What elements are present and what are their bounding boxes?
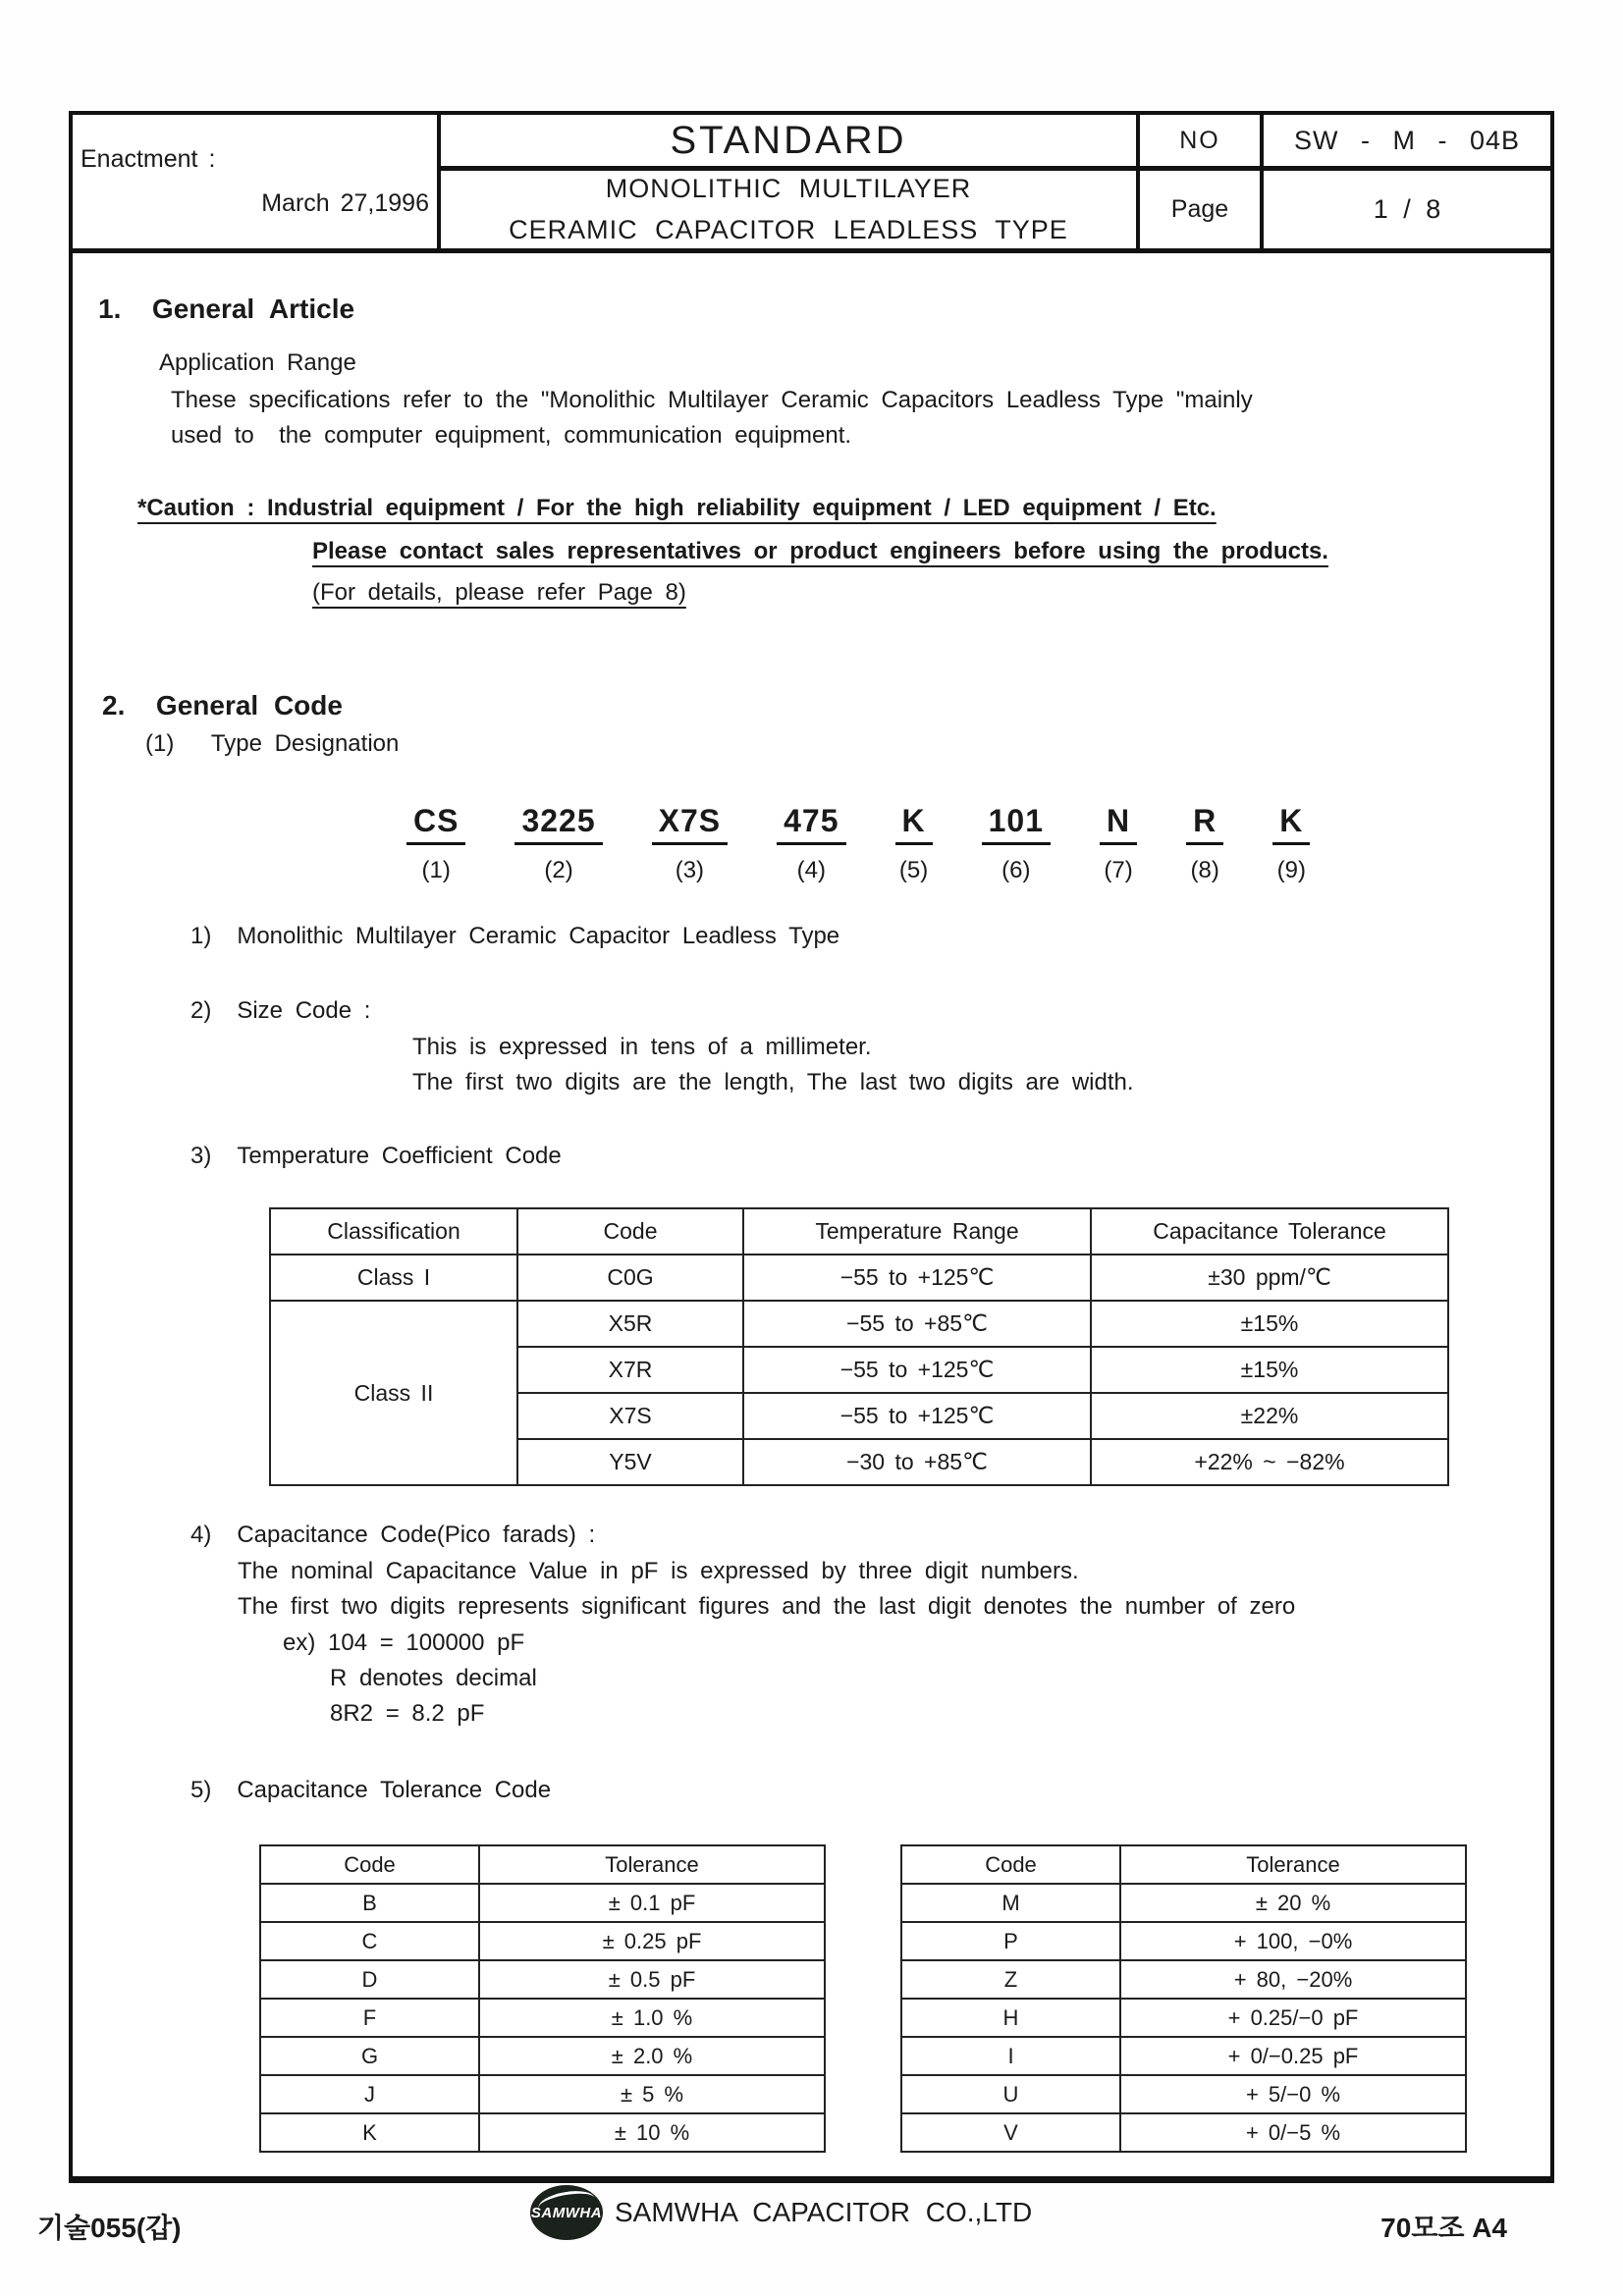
item-2-line1: This is expressed in tens of a millimeter. <box>412 1034 872 1060</box>
samwha-logo-text: SAMWHA <box>530 2204 603 2221</box>
table-cell: G <box>260 2037 479 2075</box>
section1-heading: 1. General Article <box>98 294 355 324</box>
table-row <box>260 2075 825 2113</box>
item-2-num: 2) <box>190 997 212 1024</box>
table-cell: ± 0.25 pF <box>479 1922 825 1960</box>
samwha-logo-icon <box>530 2185 603 2240</box>
table-cell: ± 2.0 % <box>479 2037 825 2075</box>
temperature-coefficient-table <box>269 1207 1449 1486</box>
header-cap-tolerance: Capacitance Tolerance <box>1091 1208 1448 1255</box>
code-value: 3225 <box>514 803 602 845</box>
code-index: (1) <box>421 857 451 883</box>
code-index: (3) <box>675 857 705 883</box>
table-cell: M <box>901 1884 1120 1922</box>
table-row <box>270 1255 1448 1301</box>
code-segment-3 <box>652 803 728 884</box>
caution-line3: (For details, please refer Page 8) <box>312 579 686 606</box>
type-designation-code-row <box>406 803 1310 884</box>
table-cell: Z <box>901 1960 1120 1999</box>
doc-subtitle-line1: MONOLITHIC MULTILAYER <box>605 174 972 203</box>
item-5-num: 5) <box>190 1777 212 1803</box>
item-5-text: Capacitance Tolerance Code <box>237 1777 552 1803</box>
item-2-line2: The first two digits are the length, The last two digits are width. <box>412 1069 1134 1095</box>
code-value: K <box>895 803 933 845</box>
code-segment-1 <box>406 803 465 884</box>
table-row <box>260 1884 825 1922</box>
table-cell: U <box>901 2075 1120 2113</box>
tolerance-table-left <box>259 1844 826 2153</box>
table-header-row <box>260 1845 825 1884</box>
table-cell: ±30 ppm/℃ <box>1091 1255 1448 1301</box>
table-cell: C <box>260 1922 479 1960</box>
table-cell: D <box>260 1960 479 1999</box>
code-index: (7) <box>1104 857 1133 883</box>
table-row <box>901 1999 1466 2037</box>
header-code: Code <box>260 1845 479 1884</box>
table-cell: + 0/−5 % <box>1120 2113 1466 2152</box>
table-row <box>901 2075 1466 2113</box>
table-cell: X7R <box>517 1347 743 1393</box>
code-value: N <box>1100 803 1137 845</box>
table-cell: ± 0.5 pF <box>479 1960 825 1999</box>
table-cell: ± 0.1 pF <box>479 1884 825 1922</box>
item-1 <box>190 923 839 951</box>
table-cell: + 0/−0.25 pF <box>1120 2037 1466 2075</box>
table-cell: V <box>901 2113 1120 2152</box>
doc-no-label: NO <box>1136 115 1260 171</box>
table-cell: ± 10 % <box>479 2113 825 2152</box>
table-cell: −55 to +125℃ <box>743 1393 1091 1439</box>
code-segment-6 <box>982 803 1051 884</box>
table-cell: I <box>901 2037 1120 2075</box>
enactment-cell <box>73 115 441 248</box>
code-value: 475 <box>777 803 845 845</box>
table-cell: −55 to +85℃ <box>743 1301 1091 1347</box>
doc-subtitle <box>441 171 1136 248</box>
section1-line2: used to the computer equipment, communication equipment. <box>171 422 852 449</box>
table-row <box>260 2113 825 2152</box>
item-3 <box>190 1143 562 1171</box>
application-range-label: Application Range <box>159 349 356 376</box>
table-row <box>270 1301 1448 1347</box>
item-1-num: 1) <box>190 923 212 949</box>
doc-no-value: SW - M - 04B <box>1260 115 1550 171</box>
table-cell: ± 1.0 % <box>479 1999 825 2037</box>
table-cell: +22% ~ −82% <box>1091 1439 1448 1485</box>
table-row <box>901 1922 1466 1960</box>
table-cell: + 100, −0% <box>1120 1922 1466 1960</box>
header-tolerance: Tolerance <box>1120 1845 1466 1884</box>
code-index: (6) <box>1001 857 1031 883</box>
item-4 <box>190 1522 595 1550</box>
table-cell: X5R <box>517 1301 743 1347</box>
table-cell: B <box>260 1884 479 1922</box>
section2-heading: 2. General Code <box>102 690 343 721</box>
code-segment-9 <box>1272 803 1310 884</box>
caution-line2: Please contact sales representatives or product engineers before using the products. <box>312 538 1328 564</box>
table-cell: + 5/−0 % <box>1120 2075 1466 2113</box>
table-row <box>901 2113 1466 2152</box>
code-value: 101 <box>982 803 1051 845</box>
table-cell: −30 to +85℃ <box>743 1439 1091 1485</box>
code-value: X7S <box>652 803 728 845</box>
table-cell: F <box>260 1999 479 2037</box>
code-index: (5) <box>898 857 929 883</box>
table-header-row <box>901 1845 1466 1884</box>
class2-label: Class II <box>270 1301 517 1485</box>
code-segment-7 <box>1100 803 1137 884</box>
item-4-line1: The nominal Capacitance Value in pF is expressed by three digit numbers. <box>238 1558 1079 1584</box>
code-index: (4) <box>796 857 826 883</box>
item-4-example2: R denotes decimal <box>330 1665 537 1691</box>
footer-doc-code: 기술055(갑) <box>37 2213 182 2243</box>
page-label: Page <box>1136 171 1260 248</box>
type-designation-label: (1) Type Designation <box>145 730 400 757</box>
code-index: (9) <box>1276 857 1306 883</box>
table-cell: −55 to +125℃ <box>743 1255 1091 1301</box>
table-cell: ± 20 % <box>1120 1884 1466 1922</box>
class1-label: Class I <box>270 1255 517 1301</box>
table-cell: K <box>260 2113 479 2152</box>
table-cell: ±22% <box>1091 1393 1448 1439</box>
code-value: R <box>1186 803 1223 845</box>
table-header-row <box>270 1208 1448 1255</box>
table-row <box>260 1999 825 2037</box>
item-3-text: Temperature Coefficient Code <box>237 1143 562 1169</box>
header-classification: Classification <box>270 1208 517 1255</box>
code-value: CS <box>406 803 465 845</box>
table-row <box>260 2037 825 2075</box>
table-row <box>260 1960 825 1999</box>
table-cell: Y5V <box>517 1439 743 1485</box>
code-segment-4 <box>777 803 845 884</box>
code-index: (8) <box>1190 857 1219 883</box>
footer-paper-code: 70모조 A4 <box>1380 2213 1507 2243</box>
doc-body <box>69 253 1554 2183</box>
table-row <box>260 1922 825 1960</box>
doc-title: STANDARD <box>441 115 1136 171</box>
item-5 <box>190 1777 551 1805</box>
header-code: Code <box>901 1845 1120 1884</box>
table-cell: X7S <box>517 1393 743 1439</box>
footer-company-name: SAMWHA CAPACITOR CO.,LTD <box>615 2197 1033 2227</box>
table-cell: J <box>260 2075 479 2113</box>
table-cell: ±15% <box>1091 1301 1448 1347</box>
header-tolerance: Tolerance <box>479 1845 825 1884</box>
page-number: 1 / 8 <box>1260 171 1550 248</box>
table-cell: + 0.25/−0 pF <box>1120 1999 1466 2037</box>
code-index: (2) <box>544 857 573 883</box>
item-4-example3: 8R2 = 8.2 pF <box>330 1700 485 1727</box>
header-code: Code <box>517 1208 743 1255</box>
table-cell: ±15% <box>1091 1347 1448 1393</box>
item-4-example1: ex) 104 = 100000 pF <box>283 1629 525 1656</box>
tolerance-table-right <box>900 1844 1467 2153</box>
section1-line1: These specifications refer to the "Monolithic Multilayer Ceramic Capacitors Leadless Type "mainly <box>171 387 1253 413</box>
item-3-num: 3) <box>190 1143 212 1169</box>
code-segment-5 <box>895 803 933 884</box>
code-segment-2 <box>514 803 602 884</box>
item-4-num: 4) <box>190 1522 212 1548</box>
table-row <box>901 1884 1466 1922</box>
item-4-line2: The first two digits represents significant figures and the last digit denotes the number of zero <box>238 1593 1296 1620</box>
table-cell: C0G <box>517 1255 743 1301</box>
code-value: K <box>1272 803 1310 845</box>
header-temp-range: Temperature Range <box>743 1208 1091 1255</box>
doc-header <box>69 111 1554 253</box>
table-cell: −55 to +125℃ <box>743 1347 1091 1393</box>
enactment-date: March 27,1996 <box>261 189 429 217</box>
enactment-label: Enactment : <box>81 145 216 173</box>
doc-subtitle-line2: CERAMIC CAPACITOR LEADLESS TYPE <box>509 215 1068 244</box>
item-2-text: Size Code : <box>237 997 371 1024</box>
table-row <box>901 2037 1466 2075</box>
item-2 <box>190 997 370 1026</box>
item-1-text: Monolithic Multilayer Ceramic Capacitor Leadless Type <box>237 923 840 949</box>
item-4-text: Capacitance Code(Pico farads) : <box>237 1522 596 1548</box>
footer-company-block <box>530 2185 1032 2240</box>
table-cell: P <box>901 1922 1120 1960</box>
table-cell: H <box>901 1999 1120 2037</box>
table-cell: + 80, −20% <box>1120 1960 1466 1999</box>
table-row <box>901 1960 1466 1999</box>
caution-line1: *Caution : Industrial equipment / For the high reliability equipment / LED equipment / Etc. <box>137 495 1217 521</box>
code-segment-8 <box>1186 803 1223 884</box>
table-cell: ± 5 % <box>479 2075 825 2113</box>
